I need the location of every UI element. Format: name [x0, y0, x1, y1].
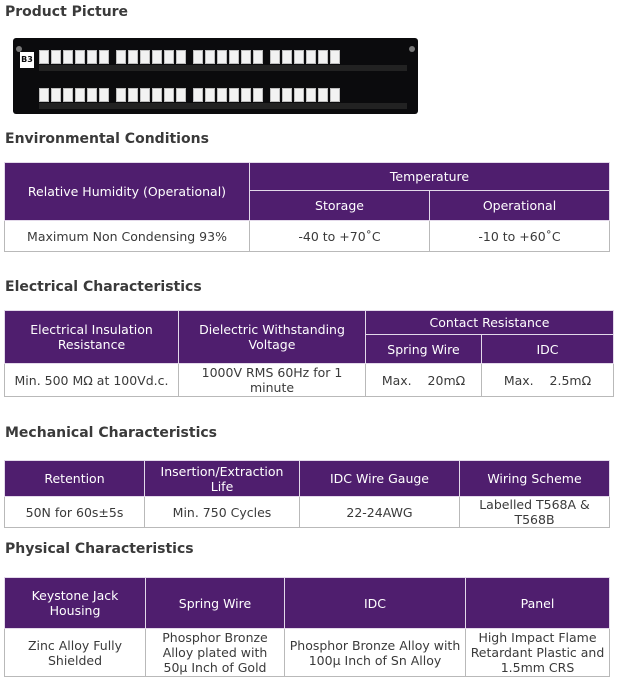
keystone-port — [99, 88, 109, 102]
keystone-port — [217, 88, 227, 102]
port-group — [116, 88, 186, 102]
cell-spring-wire: Max. 20mΩ — [366, 364, 482, 397]
keystone-port — [330, 50, 340, 64]
header-spring-wire: Spring Wire — [366, 335, 482, 364]
product-picture-title: Product Picture — [5, 4, 129, 20]
environmental-table — [4, 162, 610, 252]
header-insertion-life: Insertion/Extraction Life — [145, 461, 300, 497]
header-temperature: Temperature — [250, 163, 610, 191]
cell-retention: 50N for 60s±5s — [5, 497, 145, 528]
keystone-port — [75, 88, 85, 102]
port-group — [270, 88, 340, 102]
port-group — [39, 88, 109, 102]
keystone-port — [140, 88, 150, 102]
mechanical-title: Mechanical Characteristics — [5, 425, 218, 441]
keystone-port — [116, 88, 126, 102]
label-strip — [39, 65, 407, 71]
environmental-title: Environmental Conditions — [5, 131, 209, 147]
port-group — [193, 50, 263, 64]
cell-idc: Phosphor Bronze Alloy with 100μ Inch of Sn Alloy — [285, 629, 466, 677]
keystone-port — [306, 88, 316, 102]
keystone-port — [99, 50, 109, 64]
keystone-port — [193, 88, 203, 102]
keystone-port — [229, 50, 239, 64]
keystone-port — [282, 88, 292, 102]
keystone-port — [164, 88, 174, 102]
keystone-port — [176, 88, 186, 102]
keystone-port — [87, 88, 97, 102]
keystone-port — [63, 50, 73, 64]
mechanical-table — [4, 460, 610, 528]
keystone-port — [193, 50, 203, 64]
keystone-port — [176, 50, 186, 64]
keystone-port — [270, 88, 280, 102]
header-contact-resistance: Contact Resistance — [366, 311, 614, 335]
keystone-port — [318, 50, 328, 64]
physical-table — [4, 577, 610, 677]
keystone-port — [128, 88, 138, 102]
cell-insertion-life: Min. 750 Cycles — [145, 497, 300, 528]
header-wiring-scheme: Wiring Scheme — [460, 461, 610, 497]
cell-keystone-housing: Zinc Alloy Fully Shielded — [5, 629, 146, 677]
header-storage: Storage — [250, 191, 430, 221]
mount-hole-icon — [409, 46, 415, 52]
keystone-port — [229, 88, 239, 102]
keystone-port — [39, 50, 49, 64]
keystone-port — [116, 50, 126, 64]
keystone-port — [87, 50, 97, 64]
keystone-port — [241, 88, 251, 102]
cell-spring-wire: Phosphor Bronze Alloy plated with 50μ Inch of Gold — [146, 629, 285, 677]
cell-idc: Max. 2.5mΩ — [482, 364, 614, 397]
header-humidity: Relative Humidity (Operational) — [5, 163, 250, 221]
header-spring-wire: Spring Wire — [146, 578, 285, 629]
port-group — [39, 50, 109, 64]
keystone-port — [164, 50, 174, 64]
keystone-port — [270, 50, 280, 64]
port-row-bottom — [39, 88, 345, 102]
cell-insulation: Min. 500 MΩ at 100Vd.c. — [5, 364, 179, 397]
brand-logo: B3 — [20, 52, 34, 68]
header-keystone-housing: Keystone Jack Housing — [5, 578, 146, 629]
header-insulation: Electrical Insulation Resistance — [5, 311, 179, 364]
cell-panel: High Impact Flame Retardant Plastic and 1.5mm CRS — [466, 629, 610, 677]
keystone-port — [294, 88, 304, 102]
header-retention: Retention — [5, 461, 145, 497]
cell-idc-wire-gauge: 22-24AWG — [300, 497, 460, 528]
keystone-port — [63, 88, 73, 102]
keystone-port — [205, 88, 215, 102]
keystone-port — [253, 88, 263, 102]
header-operational: Operational — [430, 191, 610, 221]
label-strip — [39, 103, 407, 109]
keystone-port — [39, 88, 49, 102]
keystone-port — [282, 50, 292, 64]
cell-wiring-scheme: Labelled T568A & T568B — [460, 497, 610, 528]
keystone-port — [75, 50, 85, 64]
keystone-port — [152, 50, 162, 64]
electrical-table — [4, 310, 614, 397]
keystone-port — [51, 50, 61, 64]
keystone-port — [152, 88, 162, 102]
keystone-port — [318, 88, 328, 102]
keystone-port — [241, 50, 251, 64]
port-group — [116, 50, 186, 64]
port-group — [193, 88, 263, 102]
patch-panel-image — [13, 38, 418, 114]
header-dielectric: Dielectric Withstanding Voltage — [179, 311, 366, 364]
cell-storage: -40 to +70˚C — [250, 221, 430, 252]
header-idc: IDC — [482, 335, 614, 364]
header-panel: Panel — [466, 578, 610, 629]
keystone-port — [294, 50, 304, 64]
keystone-port — [51, 88, 61, 102]
cell-operational: -10 to +60˚C — [430, 221, 610, 252]
cell-dielectric: 1000V RMS 60Hz for 1 minute — [179, 364, 366, 397]
keystone-port — [205, 50, 215, 64]
keystone-port — [217, 50, 227, 64]
keystone-port — [306, 50, 316, 64]
keystone-port — [140, 50, 150, 64]
port-group — [270, 50, 340, 64]
keystone-port — [330, 88, 340, 102]
keystone-port — [128, 50, 138, 64]
physical-title: Physical Characteristics — [5, 541, 194, 557]
header-idc: IDC — [285, 578, 466, 629]
cell-humidity: Maximum Non Condensing 93% — [5, 221, 250, 252]
electrical-title: Electrical Characteristics — [5, 279, 202, 295]
header-idc-wire-gauge: IDC Wire Gauge — [300, 461, 460, 497]
keystone-port — [253, 50, 263, 64]
port-row-top — [39, 50, 345, 64]
